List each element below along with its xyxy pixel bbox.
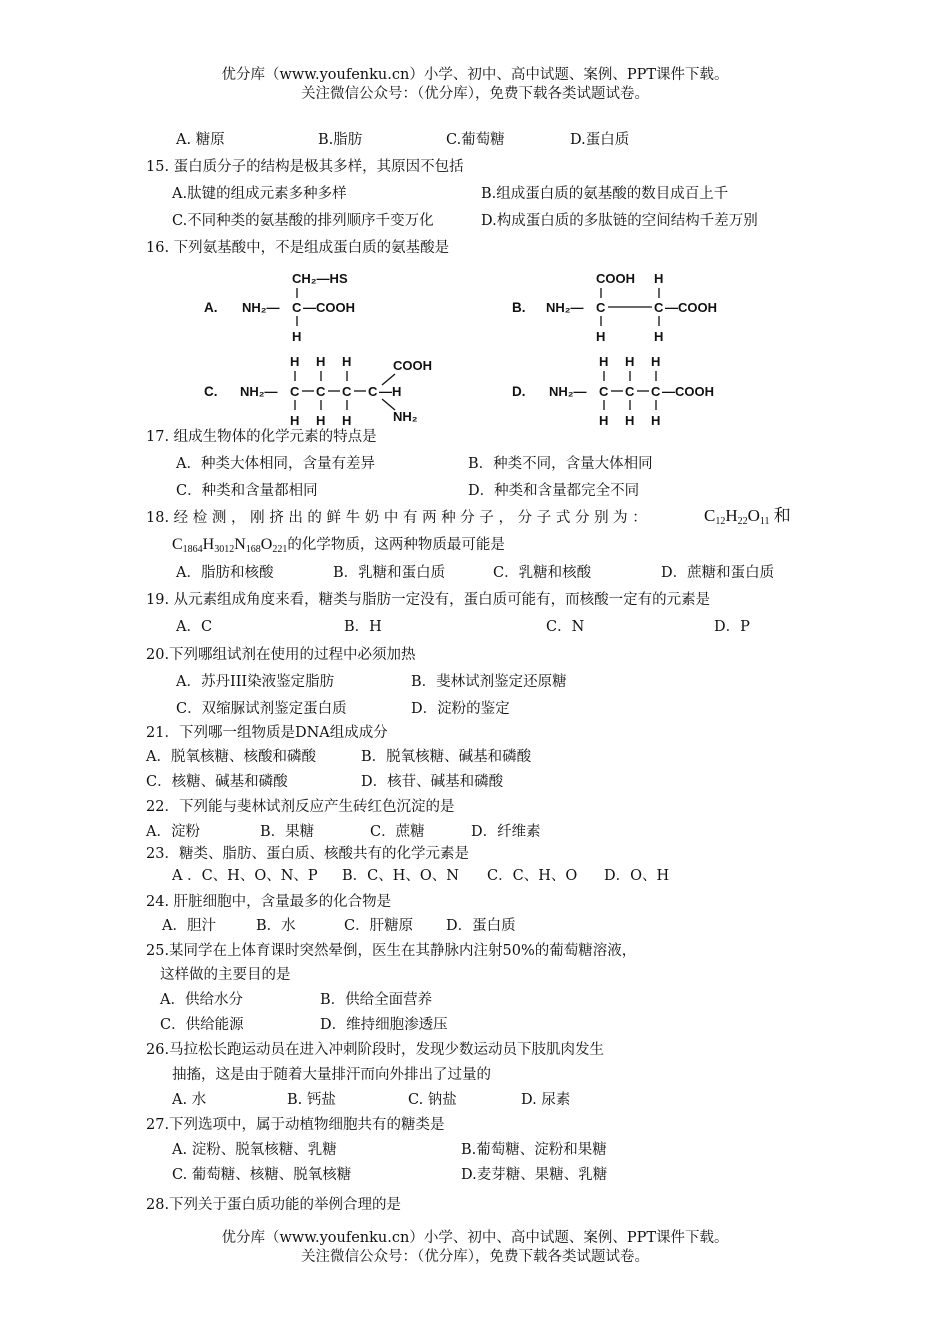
structure-a-top: CH₂—HS [292, 271, 348, 286]
page-footer-line-2: 关注微信公众号：（优分库），免费下载各类试题试卷。 [301, 1249, 649, 1265]
q27-option-a[interactable]: A. 淀粉、脱氧核糖、乳糖 [172, 1142, 337, 1158]
q18-option-b[interactable]: B．乳糖和蛋白质 [333, 565, 446, 581]
q26-option-a[interactable]: A. 水 [172, 1092, 207, 1108]
q21-stem: 21．下列哪一组物质是DNA组成成分 [146, 725, 388, 741]
structure-c-left: NH₂— [240, 384, 278, 399]
q26-option-c[interactable]: C. 钠盐 [408, 1092, 457, 1108]
structure-d-top-1: H [599, 354, 609, 369]
q21-option-b[interactable]: B．脱氧核糖、碱基和磷酸 [361, 749, 532, 765]
q24-stem: 24. 肝脏细胞中，含量最多的化合物是 [146, 894, 392, 910]
q21-option-a[interactable]: A．脱氧核糖、核酸和磷酸 [146, 749, 316, 765]
structure-c-carbon-1: C [290, 384, 300, 399]
structure-c-bottom-3: H [342, 413, 352, 428]
q16-structures [0, 260, 950, 440]
structure-b-label: B. [512, 300, 526, 315]
q17-stem: 17. 组成生物体的化学元素的特点是 [146, 429, 377, 445]
q26-option-d[interactable]: D. 尿素 [521, 1092, 571, 1108]
q25-option-c[interactable]: C．供给能源 [160, 1017, 244, 1033]
structure-b-bottom-2: H [654, 329, 664, 344]
q19-option-a[interactable]: A．C [176, 619, 213, 635]
structure-a-bottom: H [292, 329, 302, 344]
structure-a-right: —COOH [303, 300, 355, 315]
structure-a-center: C [292, 300, 302, 315]
q18-formula-2: $C_{1864}H_{3012}N_{168}O_{221}$ [172, 536, 288, 555]
structure-d-left: NH₂— [549, 384, 587, 399]
q24-option-d[interactable]: D．蛋白质 [446, 918, 516, 934]
q19-option-d[interactable]: D．P [714, 619, 750, 635]
structure-d-label: D. [512, 384, 526, 399]
structure-b-bottom-1: H [596, 329, 606, 344]
q24-option-a[interactable]: A．胆汁 [162, 918, 216, 934]
q18-stem-prefix: 18. 经 检 测 ， 刚 挤 出 的 鲜 牛 奶 中 有 两 种 分 子 ， 分 子 式 分 别 为 ： [146, 510, 647, 526]
structure-d[interactable] [512, 354, 714, 428]
q25-option-b[interactable]: B．供给全面营养 [320, 992, 433, 1008]
structure-c-sub-bottom: NH₂ [393, 409, 418, 424]
structure-b-top-2: H [654, 271, 664, 286]
q25-stem: 25.某同学在上体育课时突然晕倒，医生在其静脉内注射50%的葡萄糖溶液， [146, 943, 637, 959]
q15-stem: 15. 蛋白质分子的结构是极其多样，其原因不包括 [146, 159, 464, 175]
q14-option-b[interactable]: B.脂肪 [318, 132, 363, 148]
structure-c-sub-top: COOH [393, 358, 432, 373]
q19-option-c[interactable]: C．N [546, 619, 585, 635]
page-header-line-1: 优分库（www.youfenku.cn）小学、初中、高中试题、案例、PPT课件下载。 [221, 67, 729, 83]
structure-c-sub-right: —H [379, 384, 402, 399]
q22-option-b[interactable]: B．果糖 [260, 824, 315, 840]
q17-option-a[interactable]: A．种类大体相同，含量有差异 [176, 456, 375, 472]
structure-c[interactable] [204, 354, 432, 428]
structure-c-bottom-2: H [316, 413, 326, 428]
q18-option-d[interactable]: D．蔗糖和蛋白质 [661, 565, 775, 581]
structure-c-bottom-1: H [290, 413, 300, 428]
structure-d-bottom-1: H [599, 413, 609, 428]
page-footer-line-1: 优分库（www.youfenku.cn）小学、初中、高中试题、案例、PPT课件下载。 [221, 1230, 729, 1246]
structure-d-top-2: H [625, 354, 635, 369]
q25-option-d[interactable]: D．维持细胞渗透压 [320, 1017, 448, 1033]
q27-stem: 27.下列选项中，属于动植物细胞共有的糖类是 [146, 1117, 445, 1133]
q23-option-b[interactable]: B．C、H、O、N [342, 868, 459, 884]
q26-stem-line-2: 抽搐，这是由于随着大量排汗而向外排出了过量的 [172, 1067, 491, 1083]
q23-option-d[interactable]: D．O、H [604, 868, 670, 884]
q23-stem: 23．糖类、脂肪、蛋白质、核酸共有的化学元素是 [146, 846, 469, 862]
q18-formula-1: $C_{12}H_{22}O_{11}$ 和 [704, 506, 791, 527]
structure-d-right: —COOH [662, 384, 714, 399]
q26-stem: 26.马拉松长跑运动员在进入冲刺阶段时，发现少数运动员下肢肌肉发生 [146, 1042, 605, 1058]
q22-option-a[interactable]: A．淀粉 [146, 824, 200, 840]
q23-option-a[interactable]: A ．C、H、O、N、P [172, 868, 318, 884]
q14-option-c[interactable]: C.葡萄糖 [446, 132, 505, 148]
structure-a[interactable] [204, 271, 355, 344]
q21-option-d[interactable]: D．核苷、碱基和磷酸 [361, 774, 504, 790]
structure-c-carbon-4: C [368, 384, 378, 399]
q17-option-b[interactable]: B．种类不同，含量大体相同 [468, 456, 653, 472]
q27-option-b[interactable]: B.葡萄糖、淀粉和果糖 [461, 1142, 607, 1158]
structure-b-left: NH₂— [546, 300, 584, 315]
q25-option-a[interactable]: A．供给水分 [160, 992, 243, 1008]
q18-stem-line-2 [172, 535, 505, 560]
q28-stem: 28.下列关于蛋白质功能的举例合理的是 [146, 1197, 402, 1213]
q27-option-c[interactable]: C. 葡萄糖、核糖、脱氧核糖 [172, 1167, 352, 1183]
structure-d-carbon-2: C [625, 384, 635, 399]
q19-stem: 19. 从元素组成角度来看，糖类与脂肪一定没有，蛋白质可能有，而核酸一定有的元素是 [146, 592, 711, 608]
q23-option-c[interactable]: C．C、H、O [487, 868, 578, 884]
q25-stem-line-2: 这样做的主要目的是 [160, 967, 291, 983]
q14-option-a[interactable]: A. 糖原 [176, 132, 225, 148]
structure-b-right: —COOH [665, 300, 717, 315]
structure-c-carbon-2: C [316, 384, 326, 399]
q15-option-d[interactable]: D.构成蛋白质的多肽链的空间结构千差万别 [481, 213, 758, 229]
structure-c-top-2: H [316, 354, 326, 369]
q22-stem: 22．下列能与斐林试剂反应产生砖红色沉淀的是 [146, 799, 455, 815]
q24-option-b[interactable]: B．水 [256, 918, 296, 934]
structure-d-bottom-2: H [625, 413, 635, 428]
structure-d-bottom-3: H [651, 413, 661, 428]
q18-stem-suffix: 的化学物质，这两种物质最可能是 [287, 537, 505, 553]
page-header-line-2: 关注微信公众号：（优分库），免费下载各类试题试卷。 [301, 86, 649, 102]
q26-option-b[interactable]: B. 钙盐 [287, 1092, 336, 1108]
q20-stem: 20.下列哪组试剂在使用的过程中必须加热 [146, 647, 416, 663]
q27-option-d[interactable]: D.麦芽糖、果糖、乳糖 [461, 1167, 608, 1183]
q20-option-c[interactable]: C．双缩脲试剂鉴定蛋白质 [176, 701, 347, 717]
q20-option-d[interactable]: D．淀粉的鉴定 [411, 701, 510, 717]
q15-option-c[interactable]: C.不同种类的氨基酸的排列顺序千变万化 [172, 213, 434, 229]
structure-a-left: NH₂— [242, 300, 280, 315]
structure-c-label: C. [204, 384, 218, 399]
q17-option-c[interactable]: C．种类和含量都相同 [176, 483, 318, 499]
q20-option-a[interactable]: A．苏丹III染液鉴定脂肪 [176, 674, 335, 690]
structure-c-top-3: H [342, 354, 352, 369]
q24-option-c[interactable]: C．肝糖原 [344, 918, 414, 934]
structure-b-carbon-2: C [654, 300, 664, 315]
structure-c-carbon-3: C [342, 384, 352, 399]
structure-b[interactable] [512, 271, 717, 344]
q22-option-d[interactable]: D．纤维素 [471, 824, 541, 840]
structure-d-carbon-3: C [651, 384, 661, 399]
structure-b-carbon-1: C [596, 300, 606, 315]
q22-option-c[interactable]: C．蔗糖 [370, 824, 425, 840]
structure-c-top-1: H [290, 354, 300, 369]
structure-a-label: A. [204, 300, 218, 315]
q16-stem: 16. 下列氨基酸中，不是组成蛋白质的氨基酸是 [146, 240, 450, 256]
q19-option-b[interactable]: B．H [344, 619, 382, 635]
q20-option-b[interactable]: B．斐林试剂鉴定还原糖 [411, 674, 567, 690]
q15-option-a[interactable]: A.肽键的组成元素多种多样 [172, 186, 347, 202]
q15-option-b[interactable]: B.组成蛋白质的氨基酸的数目成百上千 [481, 186, 729, 202]
q21-option-c[interactable]: C．核糖、碱基和磷酸 [146, 774, 288, 790]
q14-option-d[interactable]: D.蛋白质 [570, 132, 630, 148]
structure-d-top-3: H [651, 354, 661, 369]
q17-option-d[interactable]: D．种类和含量都完全不同 [468, 483, 640, 499]
q18-option-a[interactable]: A．脂肪和核酸 [176, 565, 274, 581]
structure-b-top-1: COOH [596, 271, 635, 286]
q18-option-c[interactable]: C．乳糖和核酸 [493, 565, 592, 581]
structure-d-carbon-1: C [599, 384, 609, 399]
